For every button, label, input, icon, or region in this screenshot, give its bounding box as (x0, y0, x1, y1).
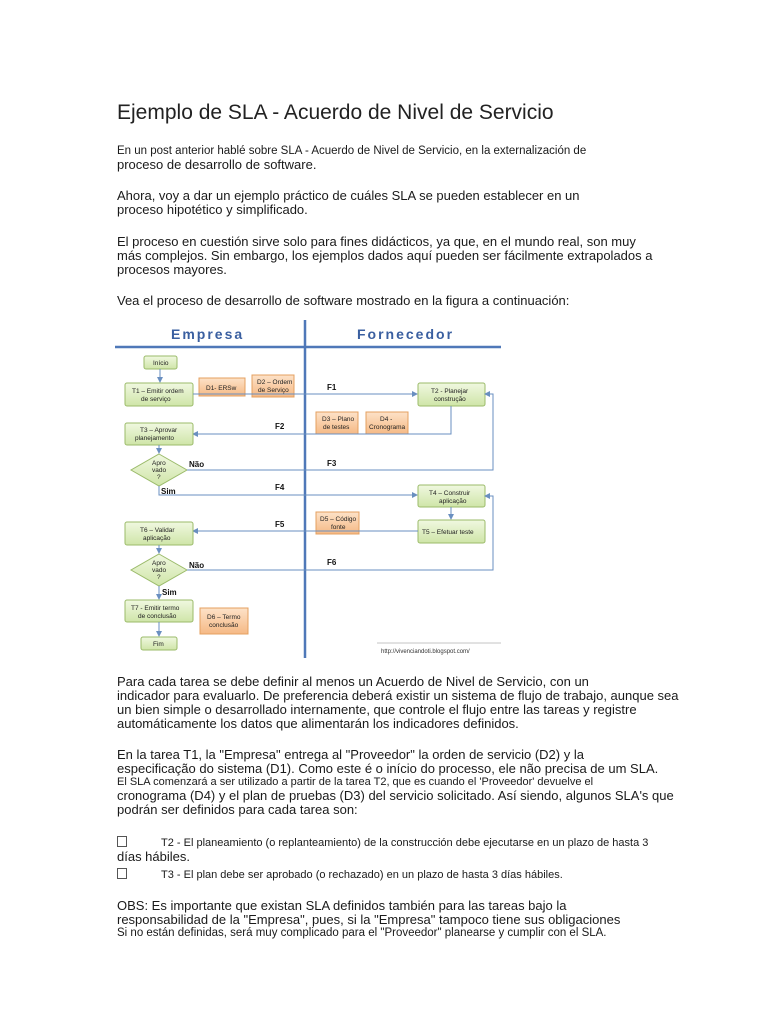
node-t5-label: T5 – Efetuar teste (422, 529, 474, 536)
node-t1-line-2: de serviço (141, 396, 171, 403)
flow-f1-label: F1 (327, 383, 337, 392)
process-diagram-svg (115, 320, 503, 660)
p7-line-3: Si no están definidas, será muy complicado para el "Proveedor" planearse y cumplir con el SLA. (117, 927, 607, 939)
p7-line-2: responsabilidad de la "Empresa", pues, si la "Empresa" tampoco tiene sus obligaciones (117, 912, 621, 927)
paragraph-4 (117, 294, 657, 308)
flow-f5-label: F5 (275, 520, 285, 529)
p7-line-1: OBS: Es importante que existan SLA definidos también para las tareas bajo la (117, 898, 567, 913)
node-t1-line-1: T1 – Emitir ordem (132, 388, 184, 395)
node-inicio-label: Início (153, 360, 169, 367)
bullet-item (117, 868, 677, 882)
intro-line-1: En un post anterior hablé sobre SLA - Acuerdo de Nivel de Servicio, en la externalización de (117, 145, 587, 157)
node-t6-line-1: T6 – Validar (140, 527, 175, 534)
paragraph-5 (117, 674, 679, 731)
doc-d3-line-1: D3 – Plano (322, 416, 355, 423)
decision-2-line-2: vado (152, 567, 167, 574)
diagram-source-url: http://vivenciandoti.blogspot.com/ (381, 649, 470, 655)
paragraph-3 (117, 235, 657, 277)
node-fim-label: Fim (153, 641, 164, 648)
decision-1-line-1: Apro (152, 460, 166, 467)
intro-line-2: proceso de desarrollo de software. (117, 157, 317, 172)
p5-line-4: automáticamente los datos que alimentarán los indicadores definidos. (117, 716, 519, 731)
p2-line-1: Ahora, voy a dar un ejemplo práctico de cuáles SLA se pueden establecer en un (117, 188, 580, 203)
p5-line-3: un bien simple o desarrollado internamente, que controle el flujo entre las tareas y registre (117, 702, 637, 717)
p2-line-2: proceso hipotético y simplificado. (117, 202, 308, 217)
decision-1-line-3: ? (157, 474, 161, 481)
doc-d5-line-1: D5 – Código (320, 516, 357, 523)
p6-line-2: especificação do sistema (D1). Como este é o início do processo, ele não precisa de um SLA. (117, 761, 659, 776)
doc-d6-line-2: conclusão (209, 622, 239, 629)
p3-line-2: más complejos. Sin embargo, los ejemplos dados aquí pueden ser fácilmente extrapolados a (117, 248, 653, 263)
p5-line-2: indicador para evaluarlo. De preferencia deberá existir un sistema de flujo de trabajo, aunque sea (117, 688, 679, 703)
lane-fornecedor-title: Fornecedor (357, 326, 455, 342)
node-t7-line-1: T7 - Emitir termo (131, 605, 180, 612)
bullet-box-icon (117, 868, 127, 879)
bullet-2-line-1: T3 - El plan debe ser aprobado (o rechazado) en un plazo de hasta 3 días hábiles. (161, 869, 563, 881)
p3-line-1: El proceso en cuestión sirve solo para fines didácticos, ya que, en el mundo real, son muy (117, 234, 636, 249)
decision-2-line-3: ? (157, 574, 161, 581)
flow-f3-label: F3 (327, 459, 337, 468)
doc-d2-line-1: D2 – Ordem (257, 379, 293, 386)
doc-d4-line-1: D4 - (380, 416, 393, 423)
doc-d3-line-2: de testes (323, 424, 350, 431)
node-t3-line-2: planejamento (135, 435, 175, 442)
doc-d6-line-1: D6 – Termo (207, 614, 241, 621)
bullet-1-line-1: T2 - El planeamiento (o replanteamiento) de la construcción debe ejecutarse en un plazo de hasta 3 (161, 837, 649, 849)
paragraph-2 (117, 189, 657, 217)
doc-d5-line-2: fonte (331, 524, 346, 531)
flow-f2-label: F2 (275, 422, 285, 431)
decision-2-nao: Não (189, 561, 205, 570)
lane-empresa-title: Empresa (171, 326, 245, 342)
p6-line-1: En la tarea T1, la "Empresa" entrega al "Proveedor" la orden de servicio (D2) y la (117, 747, 584, 762)
decision-1-nao: Não (189, 460, 205, 469)
doc-d2-line-2: de Serviço (258, 387, 289, 394)
decision-1-sim: Sim (161, 487, 176, 496)
flow-f6-label: F6 (327, 558, 337, 567)
p6-line-5: podrán ser definidos para cada tarea son: (117, 802, 358, 817)
bullet-1-line-2: días hábiles. (117, 849, 190, 864)
decision-1-line-2: vado (152, 467, 167, 474)
doc-d1-label: D1- ERSw (206, 385, 237, 392)
flow-f4-label: F4 (275, 483, 285, 492)
bullet-box-icon (117, 836, 127, 847)
node-t2-line-2: construção (434, 396, 466, 403)
doc-d6 (200, 608, 248, 634)
page-title: Ejemplo de SLA - Acuerdo de Nivel de Servicio (117, 101, 554, 124)
decision-2-sim: Sim (162, 588, 177, 597)
p6-line-3: El SLA comenzará a ser utilizado a partir de la tarea T2, que es cuando el 'Proveedor' devuelve el (117, 776, 594, 788)
doc-d4-line-2: Cronograma (369, 424, 406, 431)
p6-line-4: cronograma (D4) y el plan de pruebas (D3) del servicio solicitado. Así siendo, algunos SLA's que (117, 788, 674, 803)
node-t3-line-1: T3 – Aprovar (140, 427, 178, 434)
intro-paragraph (117, 144, 657, 172)
paragraph-7 (117, 899, 657, 940)
p3-line-3: procesos mayores. (117, 262, 227, 277)
node-t7-line-2: de conclusão (138, 613, 177, 620)
node-t6-line-2: aplicação (143, 535, 171, 542)
bullet-item (117, 836, 677, 865)
process-diagram (115, 320, 503, 660)
p5-line-1: Para cada tarea se debe definir al menos un Acuerdo de Nivel de Servicio, con un (117, 674, 589, 689)
node-t4-line-1: T4 – Construir (429, 490, 471, 497)
decision-2-line-1: Apro (152, 560, 166, 567)
node-t4-line-2: aplicação (439, 498, 467, 505)
paragraph-6 (117, 747, 674, 817)
p4-line: Vea el proceso de desarrollo de software mostrado en la figura a continuación: (117, 293, 570, 308)
node-t2-line-1: T2 - Planejar (431, 388, 469, 395)
